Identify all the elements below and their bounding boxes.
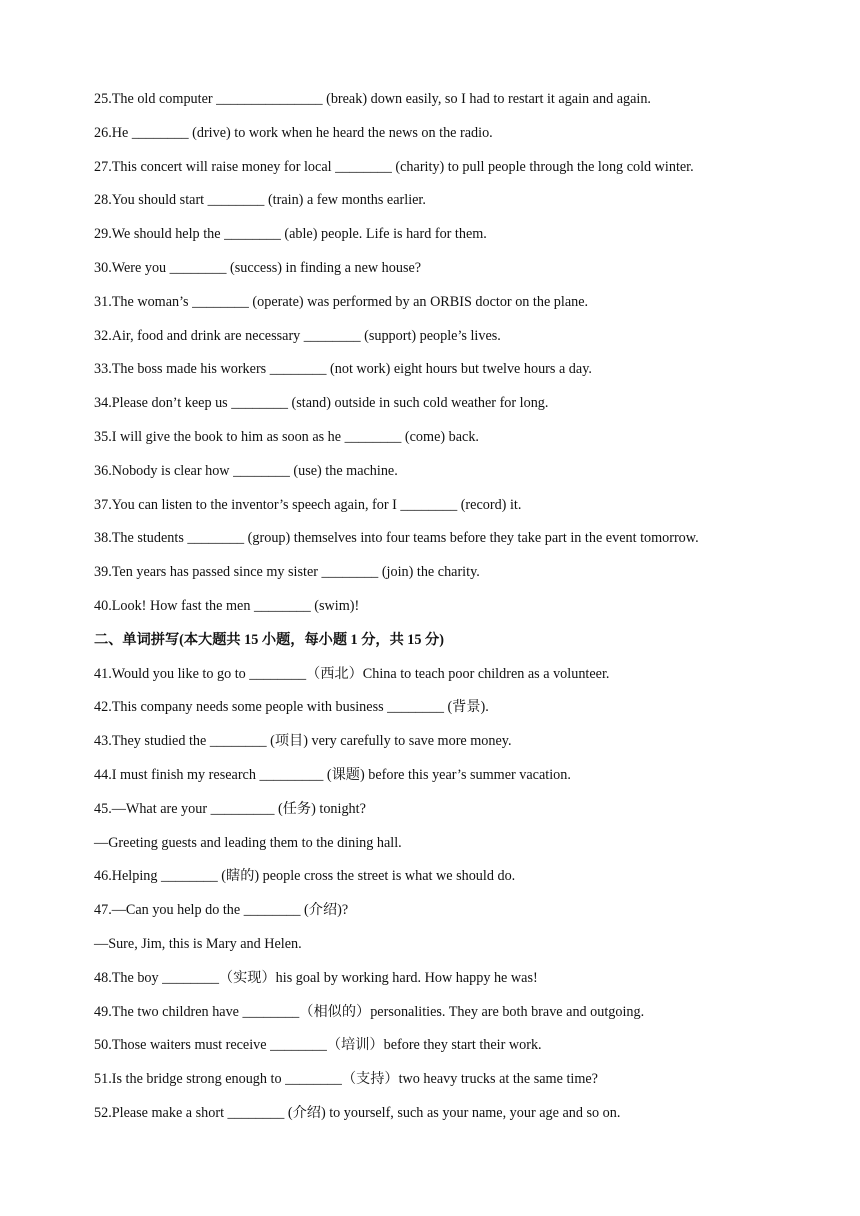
question-text: The old computer _______________ (break) down easily, so I had to restart it again and again. <box>111 91 651 107</box>
question-text: Helping ________ (瞎的) people cross the street is what we should do. <box>111 868 516 885</box>
question-number: 27. <box>94 158 112 175</box>
question-number: 38. <box>94 530 112 547</box>
question-number: 30. <box>94 259 112 276</box>
question-52 <box>94 1102 800 1136</box>
question-47 <box>94 899 800 933</box>
question-32 <box>94 325 800 359</box>
question-text: Ten years has passed since my sister ________ (join) the charity. <box>111 564 480 581</box>
question-30 <box>94 257 800 291</box>
question-text: He ________ (drive) to work when he heard the news on the radio. <box>111 124 493 141</box>
question-number: 32. <box>94 327 112 344</box>
question-44 <box>94 764 800 798</box>
question-text: You should start ________ (train) a few months earlier. <box>111 192 426 209</box>
question-41 <box>94 663 800 697</box>
question-text: —What are your _________ (任务) tonight? <box>111 800 366 817</box>
question-45 <box>94 798 800 832</box>
question-number: 44. <box>94 766 112 783</box>
question-number: 45. <box>94 800 112 817</box>
question-text: Look! How fast the men ________ (swim)! <box>111 597 360 614</box>
question-text: The woman’s ________ (operate) was performed by an ORBIS doctor on the plane. <box>111 293 589 310</box>
question-26 <box>94 122 800 156</box>
question-number: 33. <box>94 361 112 378</box>
question-42 <box>94 696 800 730</box>
question-number: 39. <box>94 564 112 581</box>
question-31 <box>94 291 800 325</box>
question-35 <box>94 426 800 460</box>
question-number: 25. <box>94 91 112 107</box>
section-one-question-list <box>94 88 800 629</box>
question-number: 43. <box>94 733 112 750</box>
question-text: Please don’t keep us ________ (stand) outside in such cold weather for long. <box>111 395 549 412</box>
section-two-heading: 二、单词拼写(本大题共 15 小题，每小题 1 分，共 15 分) <box>94 631 444 648</box>
question-number: 31. <box>94 293 112 310</box>
question-text: Please make a short ________ (介绍) to yourself, such as your name, your age and so on. <box>111 1104 621 1121</box>
question-text: The boss made his workers ________ (not work) eight hours but twelve hours a day. <box>111 361 592 378</box>
answer-line-45 <box>94 832 800 866</box>
question-number: 36. <box>94 462 112 479</box>
question-28 <box>94 189 800 223</box>
section-two-question-list <box>94 663 800 1136</box>
question-text: The two children have ________（相似的）personalities. They are both brave and outgoing. <box>111 1003 645 1020</box>
question-text: They studied the ________ (项目) very carefully to save more money. <box>111 733 512 750</box>
question-text: —Greeting guests and leading them to the dining hall. <box>94 834 402 851</box>
question-number: 46. <box>94 868 112 885</box>
question-number: 40. <box>94 597 112 614</box>
question-text: The boy ________（实现）his goal by working hard. How happy he was! <box>111 969 538 986</box>
question-text: —Can you help do the ________ (介绍)? <box>111 902 349 919</box>
question-number: 41. <box>94 665 112 682</box>
question-text: I will give the book to him as soon as he ________ (come) back. <box>111 428 479 445</box>
question-text: The students ________ (group) themselves into four teams before they take part in the event tomorrow. <box>111 530 699 547</box>
question-text: Nobody is clear how ________ (use) the machine. <box>111 462 398 479</box>
question-51 <box>94 1068 800 1102</box>
question-48 <box>94 967 800 1001</box>
question-number: 42. <box>94 699 112 716</box>
question-36 <box>94 460 800 494</box>
question-number: 49. <box>94 1003 112 1020</box>
question-number: 37. <box>94 496 112 513</box>
question-number: 51. <box>94 1071 112 1088</box>
question-number: 48. <box>94 969 112 986</box>
question-39 <box>94 561 800 595</box>
question-text: Those waiters must receive ________（培训）before they start their work. <box>111 1037 542 1054</box>
question-38 <box>94 527 800 561</box>
question-number: 50. <box>94 1037 112 1054</box>
answer-line-47 <box>94 933 800 967</box>
question-text: I must finish my research _________ (课题) before this year’s summer vacation. <box>111 766 571 783</box>
question-number: 34. <box>94 395 112 412</box>
question-27 <box>94 156 800 190</box>
question-number: 26. <box>94 124 112 141</box>
question-text: —Sure, Jim, this is Mary and Helen. <box>94 935 302 952</box>
question-text: We should help the ________ (able) people. Life is hard for them. <box>111 226 487 243</box>
question-number: 28. <box>94 192 112 209</box>
question-34 <box>94 392 800 426</box>
question-number: 52. <box>94 1104 112 1121</box>
question-text: This company needs some people with business ________ (背景). <box>111 699 489 716</box>
question-text: You can listen to the inventor’s speech again, for I ________ (record) it. <box>111 496 522 513</box>
question-33 <box>94 358 800 392</box>
question-text: Were you ________ (success) in finding a new house? <box>111 259 422 276</box>
question-text: This concert will raise money for local ________ (charity) to pull people through the long cold winter. <box>111 158 694 175</box>
question-46 <box>94 865 800 899</box>
question-number: 47. <box>94 902 112 919</box>
question-25 <box>94 88 800 122</box>
question-text: Would you like to go to ________（西北）China to teach poor children as a volunteer. <box>111 665 610 682</box>
question-37 <box>94 494 800 528</box>
question-43 <box>94 730 800 764</box>
question-number: 35. <box>94 428 112 445</box>
question-text: Is the bridge strong enough to ________（支持）two heavy trucks at the same time? <box>111 1071 598 1088</box>
question-text: Air, food and drink are necessary ________ (support) people’s lives. <box>111 327 501 344</box>
question-29 <box>94 223 800 257</box>
question-number: 29. <box>94 226 112 243</box>
question-49 <box>94 1001 800 1035</box>
question-50 <box>94 1034 800 1068</box>
question-40 <box>94 595 800 629</box>
